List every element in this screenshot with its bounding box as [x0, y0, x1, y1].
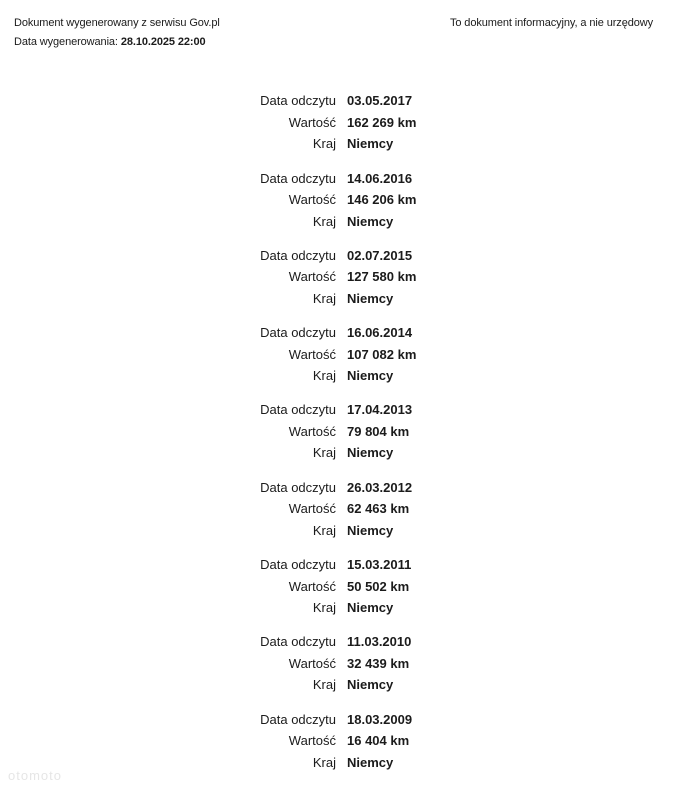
country-label: Kraj: [312, 213, 336, 229]
mileage-value-label: Wartość: [288, 501, 336, 517]
reading-date-field: [0, 245, 679, 267]
source-line: Dokument wygenerowany z serwisu Gov.pl: [14, 17, 220, 29]
reading-date-label: Data odczytu: [260, 93, 336, 109]
mileage-value-label: Wartość: [288, 269, 336, 285]
country-label: Kraj: [312, 754, 336, 770]
country-field: [0, 210, 679, 232]
reading-date-value: 03.05.2017: [347, 93, 413, 109]
mileage-value-value: 146 206 km: [347, 192, 417, 208]
odometer-readings-list: [0, 90, 679, 786]
mileage-value-label: Wartość: [288, 423, 336, 439]
country-field: [0, 519, 679, 541]
watermark-logo: otomoto: [8, 768, 62, 783]
country-field: [0, 133, 679, 155]
country-value: Niemcy: [347, 368, 394, 384]
mileage-value-field: [0, 653, 679, 675]
country-value: Niemcy: [347, 290, 394, 306]
reading-date-field: [0, 476, 679, 498]
reading-date-value: 26.03.2012: [347, 479, 413, 495]
odometer-record: [0, 708, 679, 785]
reading-date-field: [0, 554, 679, 576]
mileage-value-value: 107 082 km: [347, 346, 417, 362]
mileage-value-value: 50 502 km: [347, 578, 410, 594]
country-value: Niemcy: [347, 522, 394, 538]
country-field: [0, 442, 679, 464]
mileage-value-field: [0, 730, 679, 752]
mileage-value-label: Wartość: [288, 192, 336, 208]
reading-date-label: Data odczytu: [260, 247, 336, 263]
reading-date-value: 11.03.2010: [347, 634, 412, 650]
reading-date-value: 17.04.2013: [347, 402, 413, 418]
mileage-value-field: [0, 189, 679, 211]
reading-date-field: [0, 167, 679, 189]
generated-date-label: Data wygenerowania:: [14, 36, 118, 48]
country-value: Niemcy: [347, 754, 394, 770]
reading-date-field: [0, 90, 679, 112]
mileage-value-label: Wartość: [288, 733, 336, 749]
country-label: Kraj: [312, 677, 336, 693]
country-value: Niemcy: [347, 600, 394, 616]
odometer-record: [0, 167, 679, 244]
reading-date-label: Data odczytu: [260, 634, 336, 650]
reading-date-field: [0, 322, 679, 344]
odometer-record: [0, 399, 679, 476]
country-value: Niemcy: [347, 136, 394, 152]
country-value: Niemcy: [347, 213, 394, 229]
country-label: Kraj: [312, 445, 336, 461]
mileage-value-label: Wartość: [288, 346, 336, 362]
reading-date-value: 16.06.2014: [347, 325, 413, 341]
mileage-value-field: [0, 112, 679, 134]
country-label: Kraj: [312, 368, 336, 384]
generated-date-line: [14, 33, 220, 52]
mileage-value-field: [0, 498, 679, 520]
country-value: Niemcy: [347, 445, 394, 461]
mileage-value-value: 32 439 km: [347, 655, 410, 671]
reading-date-field: [0, 631, 679, 653]
reading-date-value: 18.03.2009: [347, 711, 413, 727]
country-value: Niemcy: [347, 677, 394, 693]
country-label: Kraj: [312, 522, 336, 538]
mileage-value-field: [0, 575, 679, 597]
mileage-value-value: 162 269 km: [347, 114, 417, 130]
reading-date-label: Data odczytu: [260, 557, 336, 573]
odometer-record: [0, 631, 679, 708]
mileage-value-label: Wartość: [288, 114, 336, 130]
country-field: [0, 597, 679, 619]
country-field: [0, 751, 679, 773]
mileage-value-field: [0, 266, 679, 288]
mileage-value-field: [0, 421, 679, 443]
reading-date-field: [0, 399, 679, 421]
disclaimer: To dokument informacyjny, a nie urzędowy: [449, 17, 653, 29]
mileage-value-value: 79 804 km: [347, 423, 410, 439]
country-label: Kraj: [312, 600, 336, 616]
odometer-record: [0, 90, 679, 167]
mileage-value-label: Wartość: [288, 655, 336, 671]
mileage-value-value: 62 463 km: [347, 501, 410, 517]
generated-date-value: 28.10.2025 22:00: [120, 36, 206, 48]
mileage-value-field: [0, 343, 679, 365]
reading-date-label: Data odczytu: [260, 325, 336, 341]
odometer-record: [0, 476, 679, 553]
reading-date-value: 14.06.2016: [347, 170, 413, 186]
reading-date-label: Data odczytu: [260, 711, 336, 727]
reading-date-field: [0, 708, 679, 730]
reading-date-label: Data odczytu: [260, 479, 336, 495]
country-label: Kraj: [312, 136, 336, 152]
odometer-record: [0, 322, 679, 399]
mileage-value-value: 127 580 km: [347, 269, 417, 285]
country-label: Kraj: [312, 290, 336, 306]
mileage-value-label: Wartość: [288, 578, 336, 594]
reading-date-value: 02.07.2015: [347, 247, 413, 263]
reading-date-label: Data odczytu: [260, 402, 336, 418]
country-field: [0, 674, 679, 696]
mileage-value-value: 16 404 km: [347, 733, 410, 749]
odometer-record: [0, 245, 679, 322]
odometer-record: [0, 554, 679, 631]
reading-date-value: 15.03.2011: [347, 557, 412, 573]
country-field: [0, 288, 679, 310]
reading-date-label: Data odczytu: [260, 170, 336, 186]
country-field: [0, 365, 679, 387]
document-header: [14, 14, 220, 52]
